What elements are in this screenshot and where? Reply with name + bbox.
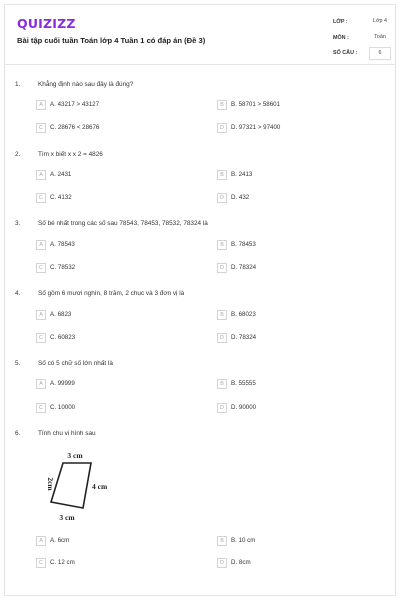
- meta-subject: [333, 32, 393, 46]
- option-text: D. 432: [231, 194, 250, 201]
- question-number: 1.: [15, 81, 21, 88]
- option-letter-box: B: [217, 100, 227, 110]
- option-text: A. 78543: [50, 241, 75, 248]
- option-text: C. 10000: [50, 404, 76, 411]
- option-letter-box: C: [36, 333, 46, 343]
- question-text: Số gồm 6 mươi nghìn, 8 trăm, 2 chục và 3 đơn vị là: [38, 290, 185, 297]
- option-letter-box: B: [217, 536, 227, 546]
- option-text: A. 43217 > 43127: [50, 101, 100, 108]
- option-text: B. 68023: [231, 311, 256, 318]
- option-letter-box: B: [217, 379, 227, 389]
- option-text: A. 6823: [50, 311, 72, 318]
- meta-class: [333, 16, 393, 30]
- question-text: Số bé nhất trong các số sau 78543, 78453, 78532, 78324 là: [38, 220, 208, 227]
- page-title: Bài tập cuối tuần Toán lớp 4 Tuần 1 có đáp án (Đề 3): [17, 36, 206, 45]
- option-text: C. 4132: [50, 194, 72, 201]
- option-letter-box: A: [36, 240, 46, 250]
- option-text: A. 2431: [50, 171, 72, 178]
- question-text: Tính chu vi hình sau: [38, 430, 96, 437]
- figure-label-top: 3 cm: [67, 452, 83, 460]
- option-text: B. 10 cm: [231, 537, 256, 544]
- option-text: A. 6cm: [50, 537, 70, 544]
- option-letter-box: A: [36, 170, 46, 180]
- question-text: Số có 5 chữ số lớn nhất là: [38, 360, 113, 367]
- option-letter-box: A: [36, 379, 46, 389]
- meta-class-label: LỚP :: [333, 19, 348, 25]
- quadrilateral-figure: [39, 452, 119, 524]
- meta-class-value: Lớp 4: [372, 18, 388, 24]
- meta-count: [333, 47, 393, 61]
- option-letter-box: C: [36, 403, 46, 413]
- question-number: 5.: [15, 360, 21, 367]
- meta-subject-label: MÔN :: [333, 35, 349, 41]
- figure-label-left: 2cm: [46, 477, 55, 491]
- option-text: D. 90000: [231, 404, 257, 411]
- worksheet-page: [4, 4, 396, 596]
- option-text: C. 28676 < 28676: [50, 124, 100, 131]
- meta-count-label: SỐ CÂU :: [333, 50, 358, 56]
- option-text: D. 8cm: [231, 559, 251, 566]
- figure-label-bottom: 3 cm: [59, 513, 75, 522]
- option-letter-box: A: [36, 100, 46, 110]
- question-number: 4.: [15, 290, 21, 297]
- option-text: A. 99999: [50, 380, 75, 387]
- question-number: 2.: [15, 151, 21, 158]
- meta-subject-value: Toán: [374, 34, 386, 40]
- option-text: B. 78453: [231, 241, 256, 248]
- option-letter-box: D: [217, 403, 227, 413]
- option-letter-box: C: [36, 123, 46, 133]
- question-text: Khẳng định nào sau đây là đúng?: [38, 81, 134, 88]
- meta-count-value: 6: [369, 47, 391, 60]
- option-letter-box: A: [36, 536, 46, 546]
- option-letter-box: C: [36, 193, 46, 203]
- quizizz-logo: QUIZIZZ: [17, 16, 76, 31]
- option-text: D. 97321 > 97400: [231, 124, 281, 131]
- question-number: 3.: [15, 220, 21, 227]
- option-letter-box: A: [36, 310, 46, 320]
- quadrilateral-shape: [51, 463, 91, 508]
- question-text: Tìm x biết x x 2 = 4826: [38, 151, 103, 158]
- option-letter-box: D: [217, 558, 227, 568]
- option-letter-box: C: [36, 263, 46, 273]
- option-letter-box: B: [217, 170, 227, 180]
- option-letter-box: D: [217, 333, 227, 343]
- figure-label-right: 4 cm: [92, 482, 108, 491]
- option-text: B. 55555: [231, 380, 256, 387]
- option-text: C. 60823: [50, 334, 76, 341]
- worksheet-header: [5, 5, 395, 65]
- option-letter-box: B: [217, 240, 227, 250]
- option-letter-box: C: [36, 558, 46, 568]
- option-letter-box: D: [217, 123, 227, 133]
- option-letter-box: D: [217, 263, 227, 273]
- option-text: C. 12 cm: [50, 559, 75, 566]
- option-text: B. 2413: [231, 171, 253, 178]
- option-text: D. 78324: [231, 334, 257, 341]
- option-letter-box: B: [217, 310, 227, 320]
- option-text: C. 78532: [50, 264, 76, 271]
- option-text: B. 58701 > 58601: [231, 101, 281, 108]
- option-letter-box: D: [217, 193, 227, 203]
- option-text: D. 78324: [231, 264, 257, 271]
- question-number: 6.: [15, 430, 21, 437]
